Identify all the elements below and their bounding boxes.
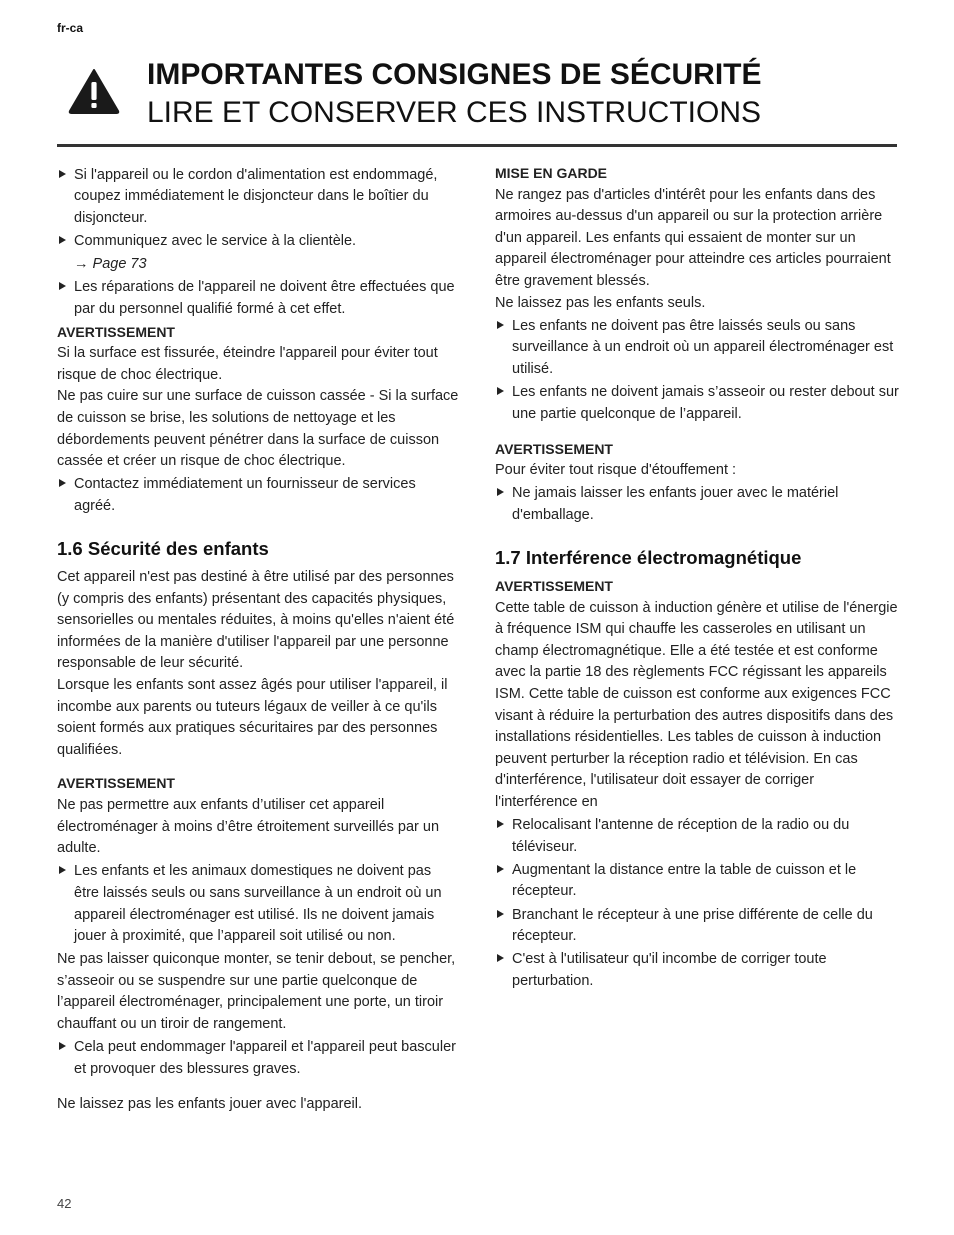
list-item: Augmentant la distance entre la table de cuisson et le récepteur. (495, 860, 899, 903)
paragraph: Ne laissez pas les enfants seuls. (495, 294, 706, 311)
warning-label: AVERTISSEMENT (495, 578, 613, 595)
list-item: Branchant le récepteur à une prise différente de celle du récepteur. (495, 905, 899, 948)
list-item: Communiquez avec le service à la clientèle. (57, 231, 459, 253)
paragraph: Cet appareil n'est pas destiné à être utilisé par des personnes (y compris des enfants) présentant des capacités physiques, sensorielles ou mentales réduites, à moins qu'elles n'aient été informées de la manière d'utiliser l'appareil par une personne responsable de leur sécurité. (57, 569, 455, 672)
list-item: Les enfants et les animaux domestiques ne doivent pas être laissés seuls ou sans surveillance à un endroit où un appareil électroménager est utilisé. Ils ne doivent jamais jouer à proximité, que l’appareil soit utilisé ou non. (57, 861, 459, 947)
paragraph: Ne laissez pas les enfants jouer avec l'appareil. (57, 1095, 363, 1112)
list-item: Relocalisant l'antenne de réception de la radio ou du téléviseur. (495, 815, 899, 858)
warning-label: AVERTISSEMENT (57, 775, 175, 792)
list-item: Contactez immédiatement un fournisseur de services agréé. (57, 474, 459, 517)
list-item: Si l'appareil ou le cordon d'alimentation est endommagé, coupez immédiatement le disjoncteur dans le boîtier du disjoncteur. (57, 165, 459, 230)
paragraph: Lorsque les enfants sont assez âgés pour utiliser l'appareil, il incombe aux parents ou tuteurs légaux de veiller à ce qu'ils soient formés aux pratiques sécuritaires par des personnes qualifiées. (57, 677, 448, 758)
warning-label: AVERTISSEMENT (57, 323, 175, 340)
warning-triangle-icon (68, 68, 120, 114)
paragraph: Cette table de cuisson à induction génère et utilise de l'énergie à fréquence ISM qui chauffe les casseroles en utilisant un champ électromagnétique. Elle a été testée et est conforme avec la partie 18 des règlements FCC régissant les appareils ISM. Cette table de cuisson est conforme aux exigences FCC visant à réduire la perturbation des autres dispositifs dans des installations résidentielles. Les tables de cuisson à induction peuvent perturber la réception radio et télévision. En cas d'interférence, l'utilisateur doit essayer de corriger l'interférence en (495, 599, 898, 811)
list-item: Les enfants ne doivent jamais s’asseoir ou rester debout sur une partie quelconque de l’appareil. (495, 382, 899, 425)
paragraph: Ne pas permettre aux enfants d’utiliser cet appareil électroménager à moins d’être étroitement surveillés par un adulte. (57, 797, 440, 857)
paragraph: Si la surface est fissurée, éteindre l'appareil pour éviter tout risque de choc électrique. (57, 345, 438, 383)
warning-label: AVERTISSEMENT (495, 440, 613, 457)
right-column (495, 163, 899, 994)
paragraph: Ne pas laisser quiconque monter, se tenir debout, se pencher, s’asseoir ou se suspendre sur une partie quelconque de l’appareil électroménager, principalement une porte, un tiroir chauffant ou un tiroir de rangement. (57, 951, 456, 1032)
list-item: Les réparations de l'appareil ne doivent être effectuées que par du personnel qualifié formé à cet effet. (57, 277, 459, 320)
section-title: 1.7 Interférence électromagnétique (495, 546, 802, 568)
paragraph: Pour éviter tout risque d'étouffement : (495, 462, 737, 479)
list-item: Les enfants ne doivent pas être laissés seuls ou sans surveillance à un endroit où un appareil électroménager est utilisé. (495, 316, 899, 381)
section-title: 1.6 Sécurité des enfants (57, 537, 269, 559)
page-number: 42 (57, 1196, 72, 1211)
page-title: IMPORTANTES CONSIGNES DE SÉCURITÉ (147, 58, 762, 91)
caution-label: MISE EN GARDE (495, 165, 608, 181)
left-column (57, 163, 459, 1115)
list-item: Cela peut endommager l'appareil et l'appareil peut basculer et provoquer des blessures graves. (57, 1037, 459, 1080)
list-item: C'est à l'utilisateur qu'il incombe de corriger toute perturbation. (495, 949, 899, 992)
page-reference: → Page 73 (74, 255, 147, 272)
page-subtitle: LIRE ET CONSERVER CES INSTRUCTIONS (147, 96, 762, 129)
paragraph: Ne rangez pas d'articles d'intérêt pour les enfants dans des armoires au-dessus d'un appareil ou sur la protection arrière d'un appareil. Les enfants qui essaient de monter sur un appareil électroménager pour atteindre ces articles pourraient être gravement blessés. (495, 186, 891, 289)
language-code: fr-ca (57, 21, 84, 35)
page-header (57, 58, 897, 147)
paragraph: Ne pas cuire sur une surface de cuisson cassée - Si la surface de cuisson se brise, les solutions de nettoyage et les débordements peuvent pénétrer dans la surface de cuisson cassée et créer un risque de choc électrique. (57, 388, 459, 470)
list-item: Ne jamais laisser les enfants jouer avec le matériel d'emballage. (495, 483, 899, 526)
